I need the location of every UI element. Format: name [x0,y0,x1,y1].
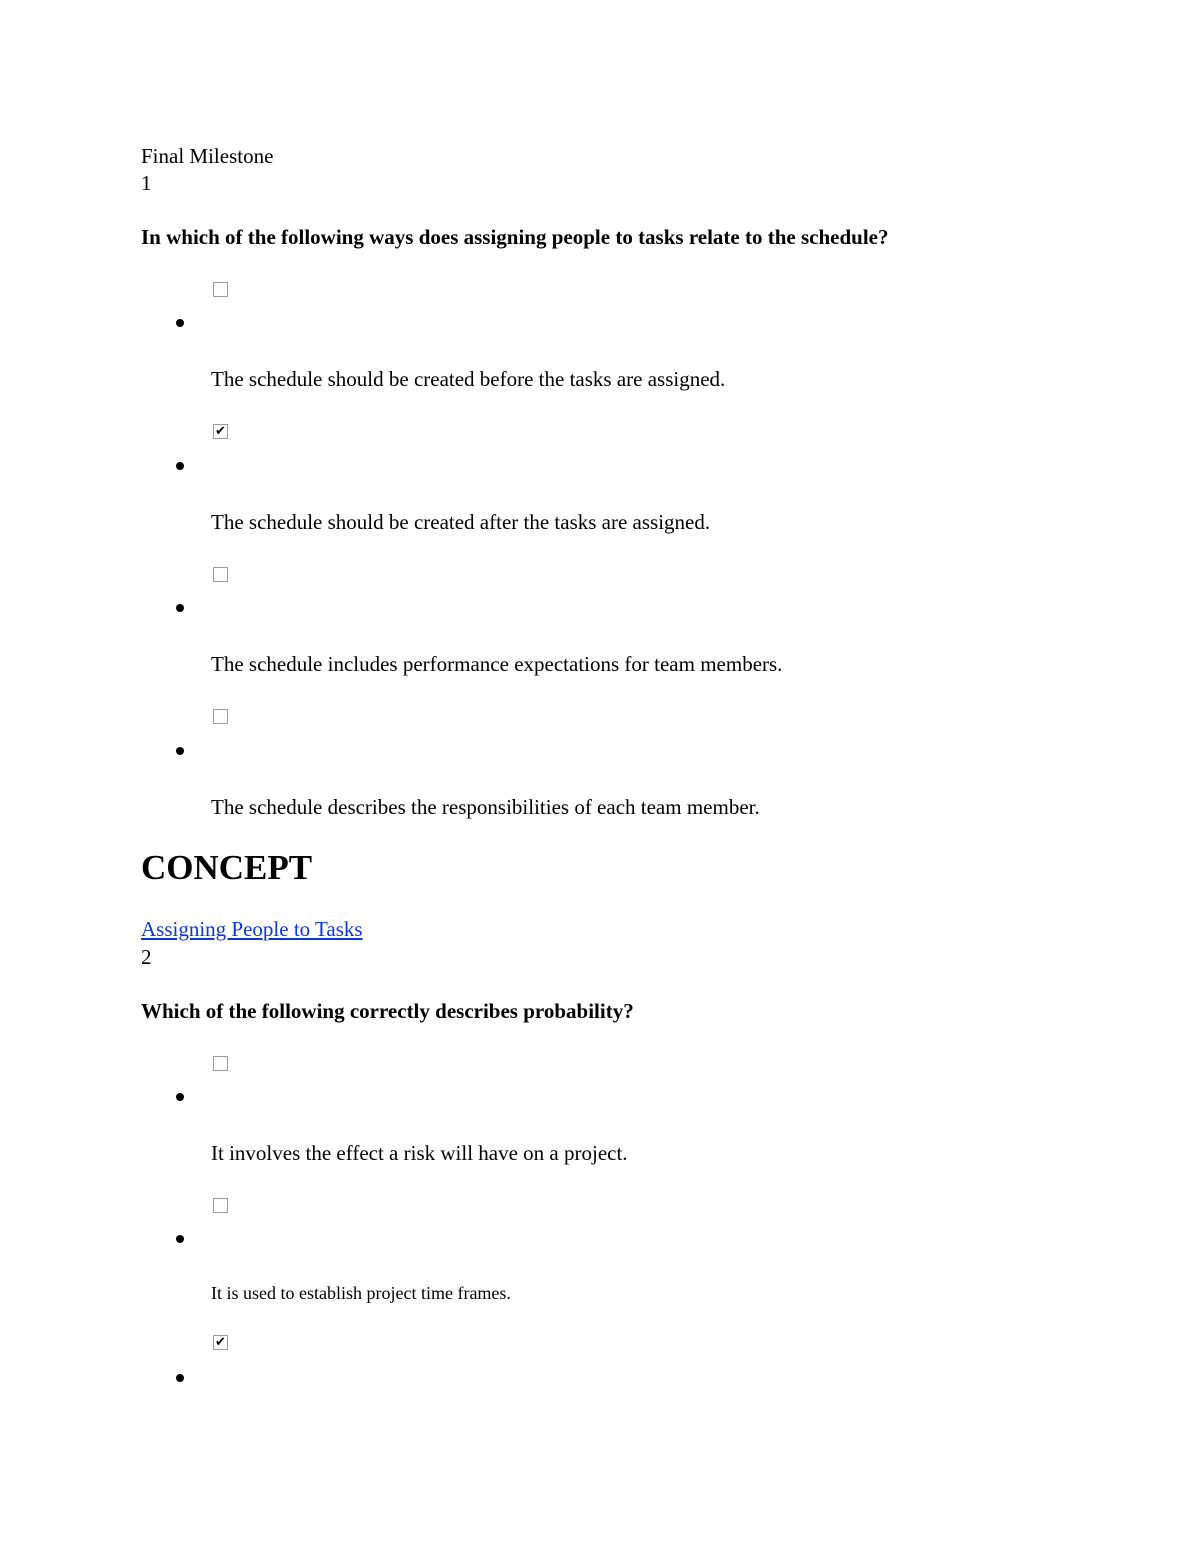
option-checkbox[interactable] [213,709,228,724]
question-text: In which of the following ways does assigning people to tasks relate to the schedule? [141,225,889,249]
bullet [176,462,184,470]
option-checkbox-checked[interactable]: ✔ [213,424,228,439]
option-checkbox[interactable] [213,1056,228,1071]
question-number: 1 [141,171,152,195]
option-text: The schedule should be created before the tasks are assigned. [211,367,726,391]
question-number: 2 [141,945,152,969]
concept-heading: CONCEPT [141,848,313,887]
bullet [176,1374,184,1382]
bullet [176,319,184,327]
concept-link[interactable]: Assigning People to Tasks [141,917,363,941]
option-text: The schedule includes performance expectations for team members. [211,652,783,676]
option-checkbox[interactable] [213,1198,228,1213]
option-text: It is used to establish project time frames. [211,1283,511,1303]
document-title: Final Milestone [141,144,274,168]
option-checkbox[interactable] [213,567,228,582]
bullet [176,1235,184,1243]
option-checkbox[interactable] [213,282,228,297]
bullet [176,1093,184,1101]
option-text: The schedule describes the responsibilities of each team member. [211,795,760,819]
question-text: Which of the following correctly describes probability? [141,999,634,1023]
bullet [176,747,184,755]
bullet [176,604,184,612]
option-checkbox-checked[interactable]: ✔ [213,1335,228,1350]
option-text: It involves the effect a risk will have on a project. [211,1141,628,1165]
option-text: The schedule should be created after the tasks are assigned. [211,510,711,534]
